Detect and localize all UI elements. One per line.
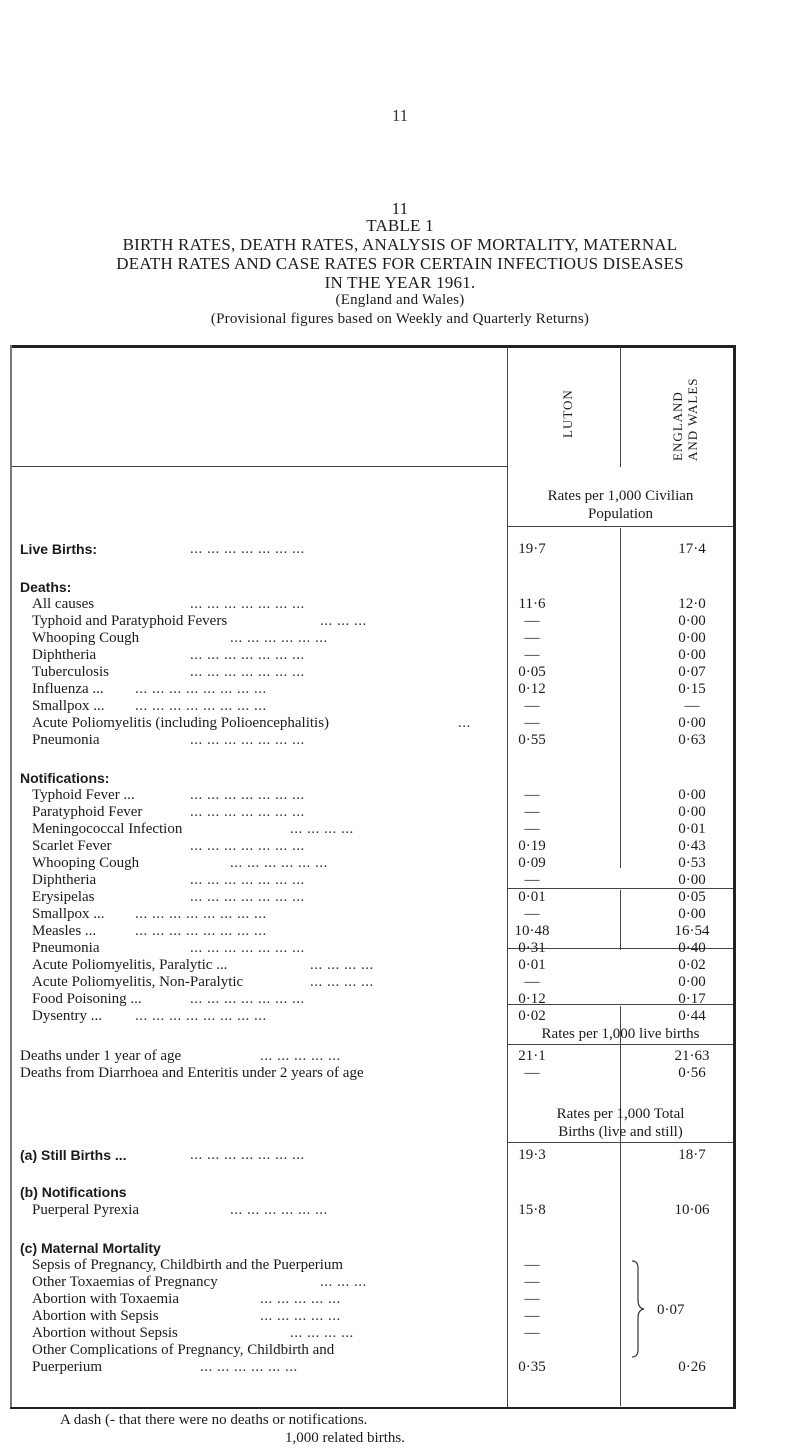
rates-total-births-line2: Births (live and still) xyxy=(558,1124,683,1140)
rule-live-births-header xyxy=(508,1044,733,1045)
column-divider-births xyxy=(620,1006,621,1406)
column-divider-infant xyxy=(620,890,621,950)
header-rule-population xyxy=(508,526,733,527)
rates-total-births-line1: Rates per 1,000 Total xyxy=(556,1106,685,1122)
footnote-line2: 1,000 related births. xyxy=(285,1430,405,1446)
rule-total-births-header xyxy=(508,1142,733,1143)
table-label: TABLE 1 xyxy=(366,216,434,235)
table-number: 11 xyxy=(391,199,409,218)
rates-population-line1: Rates per 1,000 Civilian xyxy=(547,488,694,504)
table-bottom-border xyxy=(10,1407,735,1409)
maternal-group-value: 0·07 xyxy=(657,1302,685,1318)
region-note: (England and Wales) xyxy=(335,292,465,308)
column-header-england: ENGLAND xyxy=(670,391,685,461)
table-title-line2: DEATH RATES AND CASE RATES FOR CERTAIN INFECTIOUS DISEASES xyxy=(116,254,684,273)
column-divider-body xyxy=(620,528,621,868)
column-header-wales: AND WALES xyxy=(685,377,700,461)
footnote-line1: A dash (- that there were no deaths or notifications. xyxy=(60,1412,368,1428)
rates-population-line2: Population xyxy=(587,506,653,522)
table-left-border xyxy=(10,345,12,1409)
rates-live-births: Rates per 1,000 live births xyxy=(541,1026,700,1042)
header-rule-left xyxy=(12,466,507,467)
column-header-luton: LUTON xyxy=(560,389,575,438)
provisional-note: (Provisional figures based on Weekly and Quarterly Returns) xyxy=(210,311,590,327)
table-top-border xyxy=(10,345,735,348)
maternal-group-brace xyxy=(628,1258,648,1360)
page-number: 11 xyxy=(391,106,409,125)
column-divider-header xyxy=(620,347,621,467)
table-title-line3: IN THE YEAR 1961. xyxy=(324,273,476,292)
table-title-line1: BIRTH RATES, DEATH RATES, ANALYSIS OF MORTALITY, MATERNAL xyxy=(122,235,678,254)
